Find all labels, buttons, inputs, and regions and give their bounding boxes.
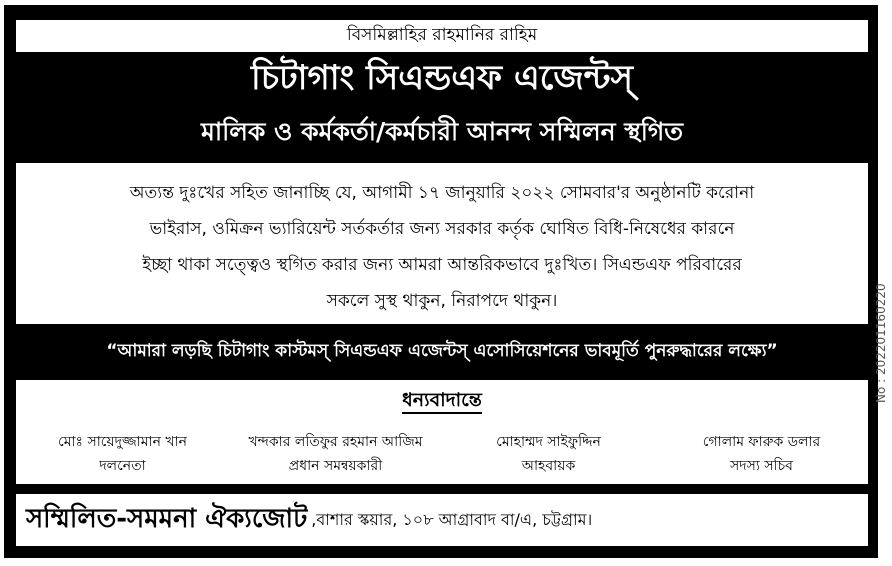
signatory-role: সদস্য সচিব — [730, 458, 793, 474]
notice-line: ইচ্ছা থাকা সত্ত্বেও স্থগিত করার জন্য আমরা আন্তরিকভাবে দুঃখিত। সিএন্ডএফ পরিবারের — [142, 255, 742, 275]
reference-number: No : 202201160220 — [874, 283, 888, 403]
slogan: “আমারা লড়ছি চিটাগাং কাস্টমস্ সিএন্ডএফ এজেন্টস্ এসোসিয়েশনের ভাবমূর্তি পুনরুদ্ধারের লক্ষ্যে” — [106, 341, 778, 361]
signatory-role: দলনেতা — [99, 458, 146, 474]
signatory-name: মোঃ সায়েদুজ্জামান খান — [58, 434, 187, 450]
signatory — [442, 430, 655, 478]
thanks-heading: ধন্যবাদান্তে — [402, 389, 482, 414]
footer-address: ,বাশার স্কয়ার, ১০৮ আগ্রাবাদ বা/এ, চট্টগ্রাম। — [311, 509, 593, 529]
footer-org-name: সম্মিলিত-সমমনা ঐক্যজোট — [26, 504, 308, 534]
ad-title: চিটাগাং সিএন্ডএফ এজেন্টস্ — [251, 58, 633, 98]
signatories-row — [16, 430, 868, 478]
notice-line: ভাইরাস, ওমিক্রন ভ্যারিয়েন্ট সর্তকর্তার জন্য সরকার কর্তৃক ঘোষিত বিধি-নিষেধের কারনে — [149, 219, 735, 239]
signatory-name: গোলাম ফারুক ডলার — [702, 434, 821, 450]
signatory — [16, 430, 229, 478]
signatory-name: মোহাম্মদ সাইফুদ্দিন — [496, 434, 601, 450]
notice-body — [16, 163, 868, 324]
ad-subtitle: মালিক ও কর্মকর্তা/কর্মচারী আনন্দ সম্মিলন স্থগিত — [200, 117, 684, 146]
signatory-role: আহবায়ক — [521, 458, 576, 474]
signatory — [655, 430, 868, 478]
notice-line: অত্যন্ত দুঃখের সহিত জানাচ্ছি যে, আগামী ১৭ জানুয়ারি ২০২২ সোমবার'র অনুষ্ঠানটি করোনা — [129, 183, 755, 203]
signatory-role: প্রধান সমন্বয়কারী — [288, 458, 383, 474]
notice-line: সকলে সুস্থ থাকুন, নিরাপদে থাকুন। — [326, 291, 558, 311]
bismillah-banner — [16, 20, 868, 52]
signatory-name: খন্দকার লতিফুর রহমান আজিম — [248, 434, 423, 450]
signatory — [229, 430, 442, 478]
thanks-section — [16, 380, 868, 484]
bismillah-text: বিসমিল্লাহির রাহমানির রাহিম — [346, 25, 538, 45]
footer-bar — [16, 494, 868, 546]
thanks-heading-wrap — [16, 386, 868, 418]
